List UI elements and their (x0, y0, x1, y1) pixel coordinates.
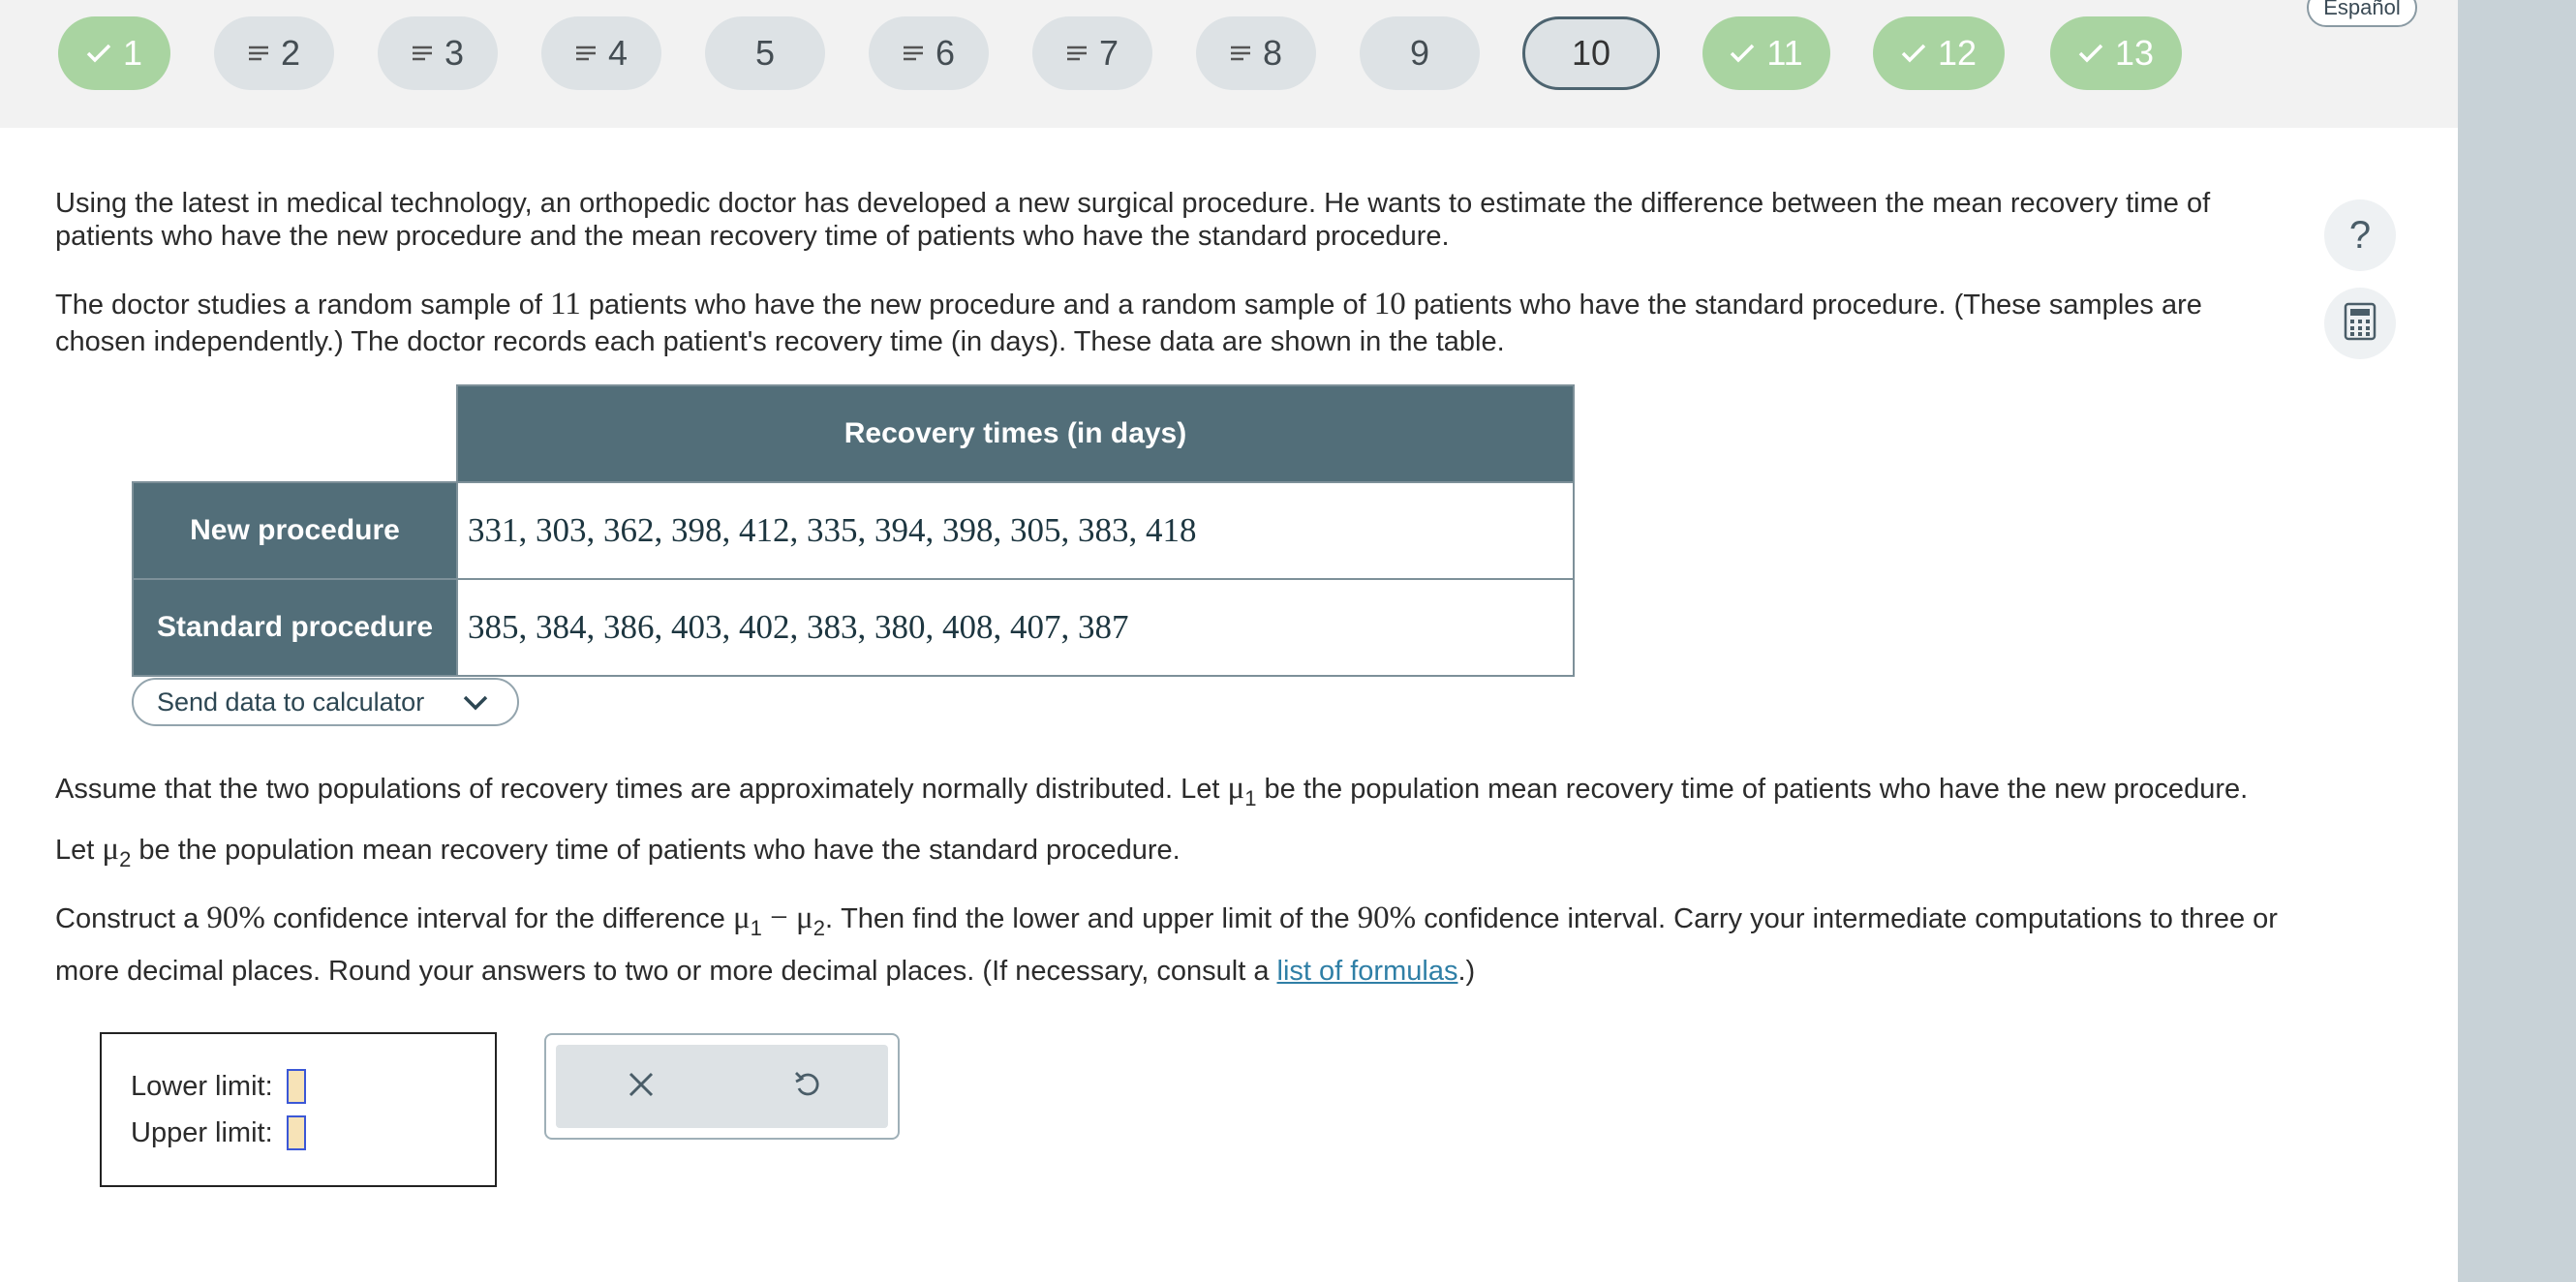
progress-item-label: 2 (280, 33, 301, 73)
lines-icon (1230, 46, 1251, 61)
text-run: confidence interval. Carry your intermediate computations to three or more decimal places. Round your answers to two or more decimal places. (If necessary, consult a (55, 903, 2278, 987)
calculator-icon (2344, 302, 2377, 346)
progress-item-4[interactable] (541, 16, 661, 90)
lines-icon (575, 46, 597, 61)
answer-tools-bar (556, 1045, 888, 1128)
text-run: .) (1457, 956, 1476, 987)
progress-item-8[interactable] (1196, 16, 1316, 90)
upper-limit-input[interactable] (287, 1115, 306, 1150)
progress-item-label: 10 (1571, 33, 1611, 73)
sample-size-new: 11 (549, 287, 581, 321)
text-run: . Then find the lower and upper limit of the (824, 903, 1358, 934)
progress-item-11[interactable] (1702, 16, 1830, 90)
text-run: patients who have the new procedure and a random sample of (580, 290, 1374, 320)
table-corner (133, 385, 457, 482)
confidence-level: 90% (1357, 900, 1417, 935)
progress-item-label: 12 (1937, 33, 1978, 73)
progress-item-7[interactable] (1032, 16, 1152, 90)
text-run: confidence interval for the difference (264, 903, 733, 934)
progress-item-label: 13 (2114, 33, 2155, 73)
lower-limit-row (131, 1069, 306, 1104)
upper-limit-row (131, 1115, 306, 1150)
lower-limit-input[interactable] (287, 1069, 306, 1104)
progress-item-label: 3 (444, 33, 465, 73)
row-header-new-procedure: New procedure (133, 482, 457, 579)
progress-item-label: 1 (122, 33, 143, 73)
recovery-times-table (132, 384, 1575, 677)
instruction-paragraph (55, 893, 2283, 996)
text-run: The doctor studies a random sample of (55, 290, 550, 320)
progress-bar (0, 0, 2458, 128)
subscript: 1 (750, 916, 762, 940)
calculator-button[interactable] (2324, 288, 2396, 359)
subscript: 2 (813, 916, 825, 940)
assumption-paragraph (55, 759, 2283, 881)
check-icon (2078, 43, 2103, 64)
text-run: be the population mean recovery time of patients who have the new procedure. Let (55, 774, 2249, 866)
subscript: 1 (1244, 786, 1257, 810)
mu-symbol: μ (1227, 771, 1245, 806)
mu-symbol: μ (102, 832, 120, 867)
right-scroll-rail (2458, 0, 2576, 1282)
send-data-label: Send data to calculator (157, 687, 425, 717)
progress-item-12[interactable] (1873, 16, 2005, 90)
text-run: patients who have the standard procedure. (These samples are chosen independently.) The doctor records each patient's recovery time (in days). These data are shown in the table. (55, 290, 2202, 357)
new-procedure-values: 331, 303, 362, 398, 412, 335, 394, 398, 305, 383, 418 (457, 482, 1574, 579)
lines-icon (248, 46, 269, 61)
progress-item-label: 8 (1262, 33, 1283, 73)
lines-icon (412, 46, 433, 61)
sample-size-standard: 10 (1373, 287, 1406, 321)
lines-icon (1066, 46, 1088, 61)
progress-item-label: 4 (607, 33, 629, 73)
progress-item-10[interactable] (1522, 16, 1660, 90)
progress-item-3[interactable] (378, 16, 498, 90)
progress-item-5[interactable] (705, 16, 825, 90)
row-header-standard-procedure: Standard procedure (133, 579, 457, 676)
text-run: Construct a (55, 903, 207, 934)
mu-symbol: μ (732, 900, 751, 935)
question-mark-icon: ? (2348, 213, 2372, 257)
undo-icon (793, 1070, 822, 1104)
close-icon (628, 1071, 655, 1103)
intro-paragraph-2 (55, 286, 2283, 360)
check-icon (86, 43, 111, 64)
language-button[interactable]: Español (2307, 0, 2417, 27)
progress-item-9[interactable] (1360, 16, 1480, 90)
chevron-down-icon (463, 687, 488, 717)
upper-limit-label: Upper limit: (131, 1116, 273, 1148)
check-icon (1730, 43, 1755, 64)
subscript: 2 (119, 847, 132, 871)
answer-tools-panel (544, 1033, 900, 1140)
progress-item-2[interactable] (214, 16, 334, 90)
intro-paragraph-1: Using the latest in medical technology, an orthopedic doctor has developed a new surgical procedure. He wants to estimate the difference between the mean recovery time of patients who have the new procedure and the mean recovery time of patients who have the standard procedure. (55, 188, 2211, 252)
undo-button[interactable] (783, 1062, 832, 1111)
check-icon (1901, 43, 1926, 64)
progress-item-label: 11 (1766, 33, 1803, 73)
mu-symbol: μ (796, 900, 813, 935)
confidence-level: 90% (206, 900, 265, 935)
progress-item-label: 6 (935, 33, 956, 73)
text-run: be the population mean recovery time of patients who have the standard procedure. (131, 835, 1181, 866)
answer-box (100, 1032, 497, 1187)
table-column-header: Recovery times (in days) (457, 385, 1574, 482)
lower-limit-label: Lower limit: (131, 1070, 273, 1102)
text-run: Assume that the two populations of recovery times are approximately normally distributed. Let (55, 774, 1228, 805)
progress-item-1[interactable] (58, 16, 170, 90)
help-button[interactable] (2324, 199, 2396, 271)
clear-button[interactable] (617, 1062, 665, 1111)
list-of-formulas-link[interactable]: list of formulas (1276, 956, 1458, 987)
progress-item-label: 9 (1409, 33, 1430, 73)
progress-item-label: 7 (1098, 33, 1119, 73)
minus-sign: − (761, 900, 797, 935)
progress-item-6[interactable] (869, 16, 989, 90)
progress-item-label: 5 (754, 33, 776, 73)
lines-icon (903, 46, 924, 61)
send-data-to-calculator-button[interactable] (132, 678, 519, 726)
standard-procedure-values: 385, 384, 386, 403, 402, 383, 380, 408, 407, 387 (457, 579, 1574, 676)
progress-item-13[interactable] (2050, 16, 2182, 90)
